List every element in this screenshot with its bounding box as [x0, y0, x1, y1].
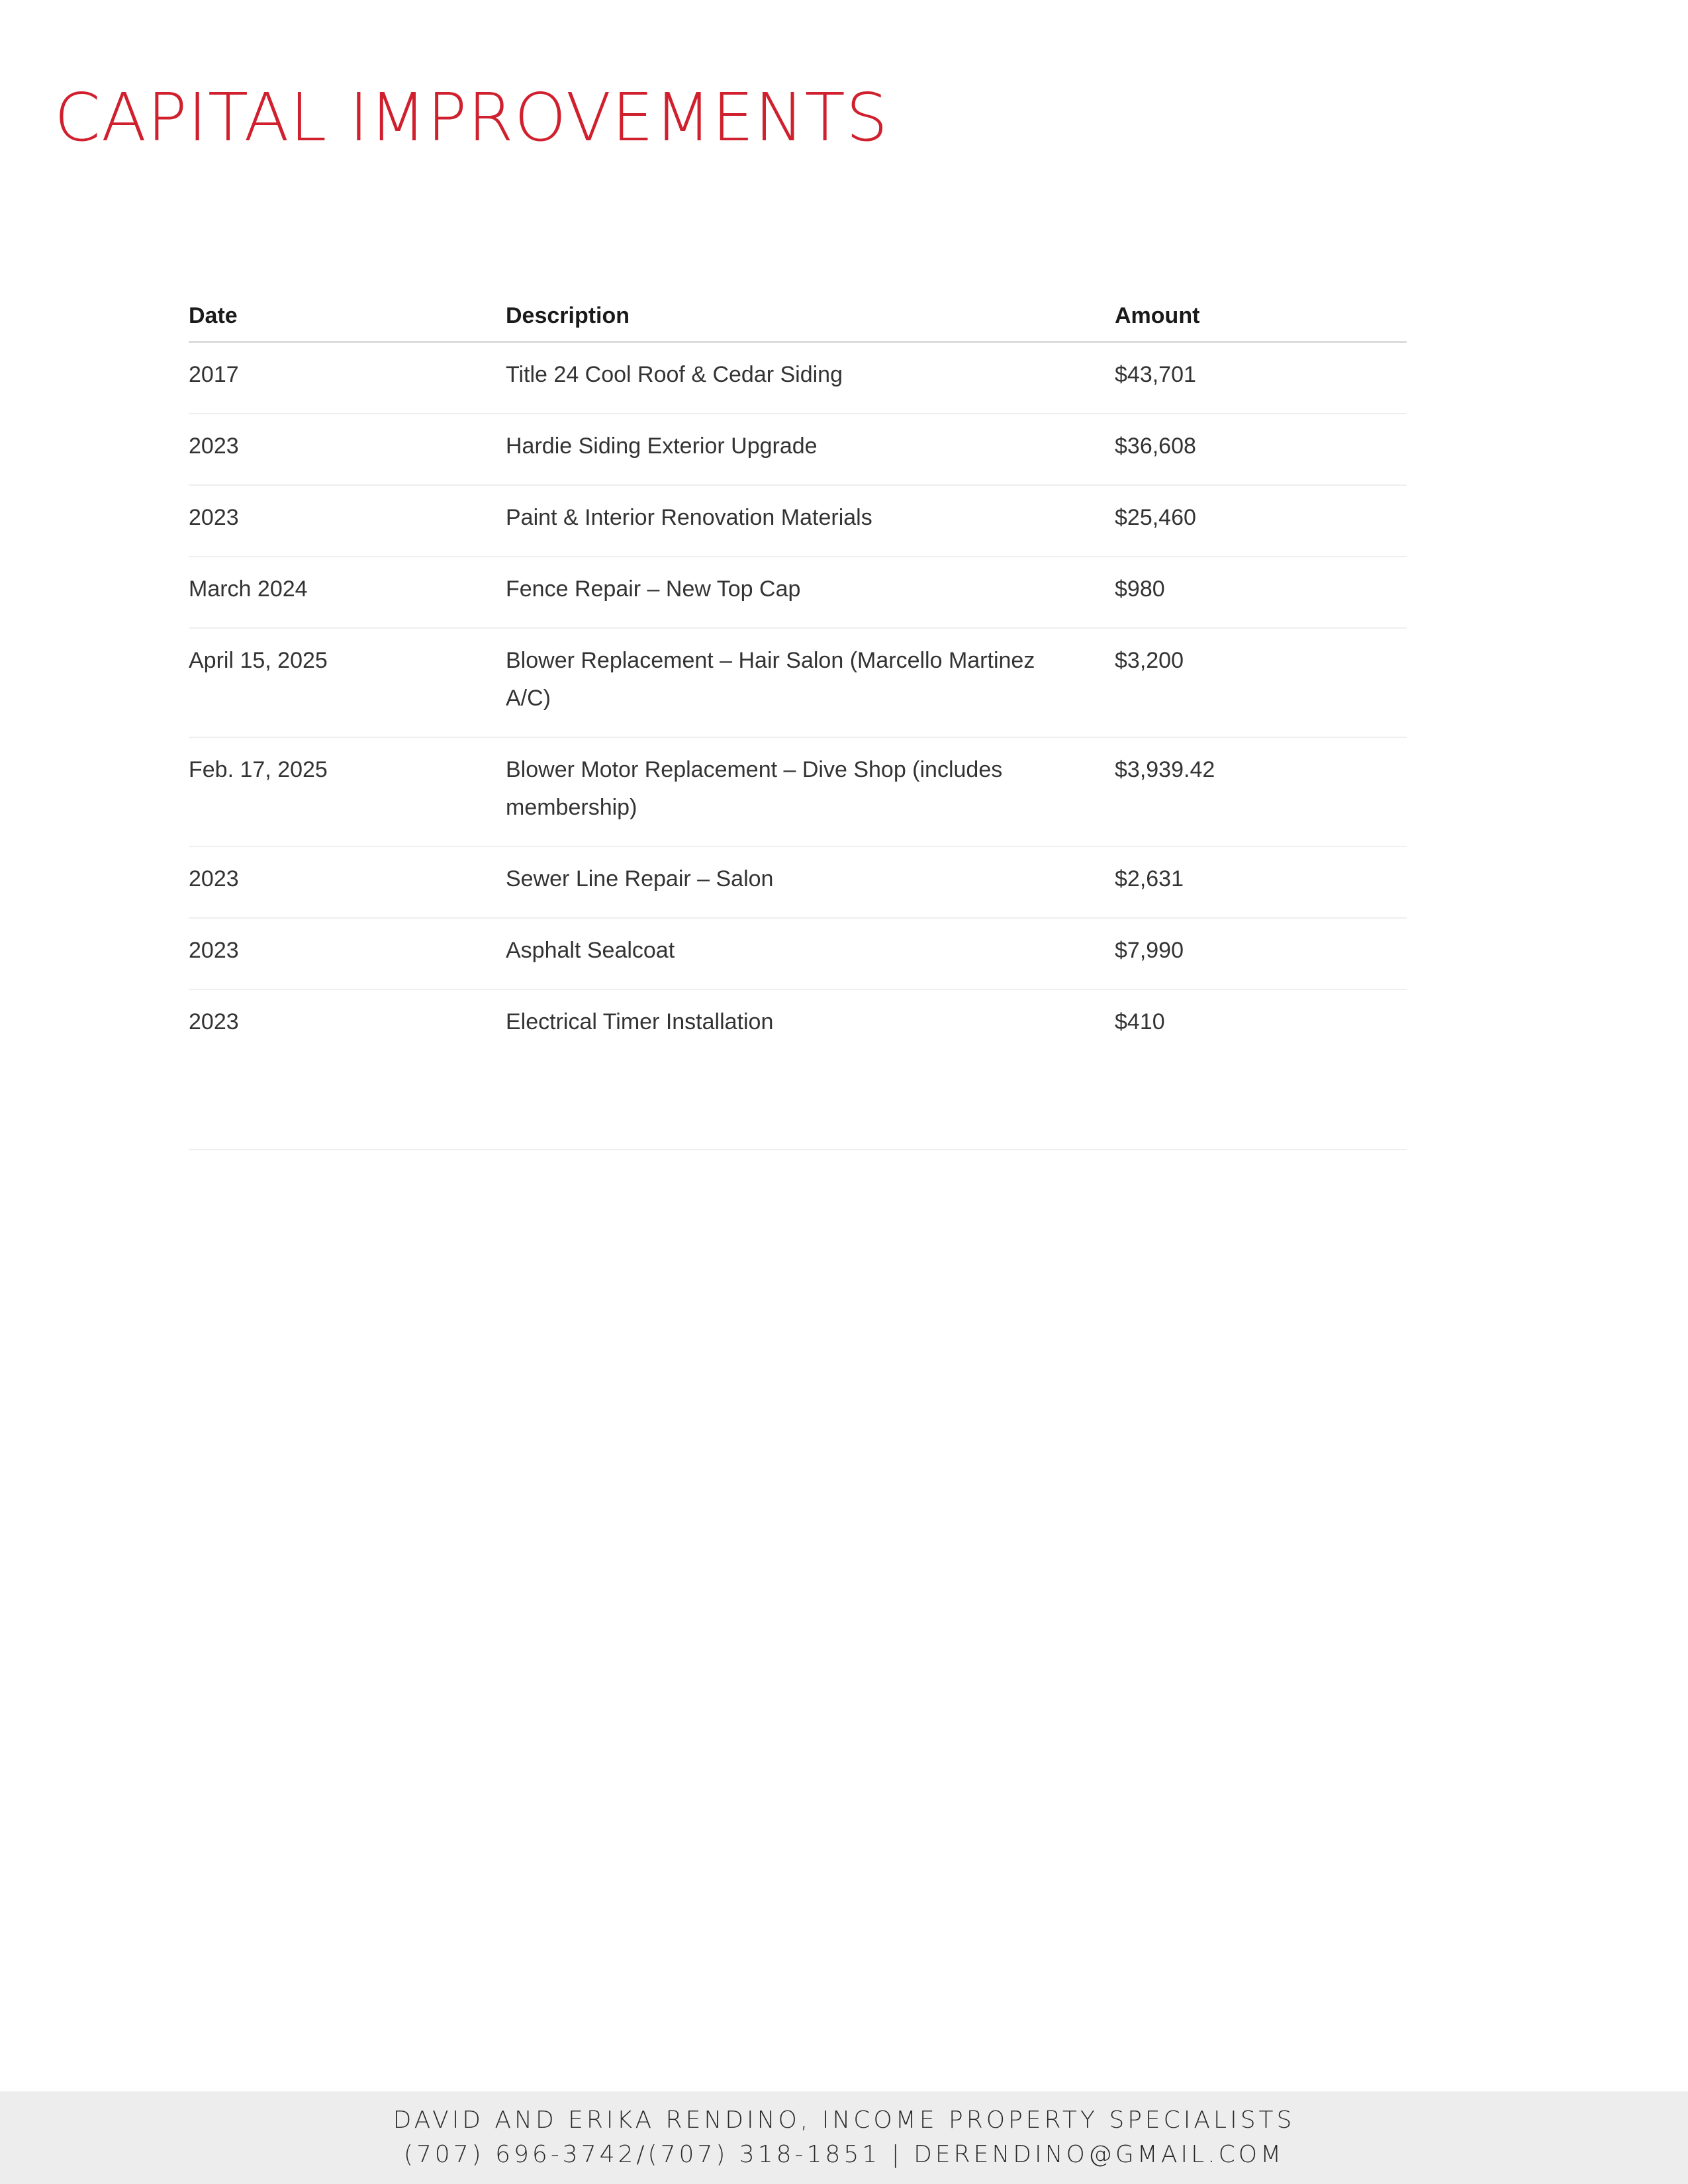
- description-cell: Fence Repair – New Top Cap: [506, 557, 1115, 628]
- date-cell: 2023: [189, 1009, 239, 1034]
- column-header-amount: Amount: [1115, 291, 1407, 342]
- capital-improvements-table: [189, 291, 1407, 1060]
- table-row: [189, 918, 1407, 989]
- table-header-row: [189, 291, 1407, 342]
- table-row: [189, 737, 1407, 846]
- page-title: CAPITAL IMPROVEMENTS: [54, 79, 889, 156]
- table-row: [189, 485, 1407, 557]
- amount-cell: $980: [1115, 557, 1407, 628]
- footer-contact-bar: [0, 2091, 1688, 2184]
- table-row: [189, 846, 1407, 918]
- footer-agents-line: DAVID AND ERIKA RENDINO, INCOME PROPERTY SPECIALISTS: [393, 2107, 1295, 2134]
- date-cell: Feb. 17, 2025: [189, 737, 506, 846]
- description-cell: Hardie Siding Exterior Upgrade: [506, 414, 1115, 485]
- description-cell: Asphalt Sealcoat: [506, 918, 1115, 989]
- amount-cell: $3,939.42: [1115, 737, 1407, 846]
- description-cell: Blower Motor Replacement – Dive Shop (includes membership): [506, 737, 1115, 846]
- amount-cell: $25,460: [1115, 485, 1407, 557]
- date-cell: March 2024: [189, 557, 506, 628]
- amount-cell: $36,608: [1115, 414, 1407, 485]
- column-header-date: Date: [189, 291, 506, 342]
- table-row: [189, 414, 1407, 485]
- footer-contact-line: (707) 696-3742/(707) 318-1851 | DERENDINO@GMAIL.COM: [403, 2141, 1285, 2168]
- description-cell: Blower Replacement – Hair Salon (Marcello Martinez A/C): [506, 628, 1115, 737]
- table-bottom-divider: [189, 1149, 1407, 1150]
- description-cell: Electrical Timer Installation: [506, 1009, 774, 1034]
- table-row: [189, 557, 1407, 628]
- date-cell: 2023: [189, 485, 506, 557]
- table-row: [189, 989, 1407, 1060]
- amount-cell: $2,631: [1115, 846, 1407, 918]
- amount-cell: $3,200: [1115, 628, 1407, 737]
- description-cell: Title 24 Cool Roof & Cedar Siding: [506, 342, 1115, 414]
- amount-cell: $7,990: [1115, 918, 1407, 989]
- date-cell: April 15, 2025: [189, 628, 506, 737]
- date-cell: 2023: [189, 414, 506, 485]
- column-header-description: Description: [506, 291, 1115, 342]
- date-cell: 2017: [189, 342, 506, 414]
- date-cell: 2023: [189, 918, 506, 989]
- amount-cell: $410: [1115, 1009, 1165, 1034]
- description-cell: Paint & Interior Renovation Materials: [506, 485, 1115, 557]
- amount-cell: $43,701: [1115, 342, 1407, 414]
- date-cell: 2023: [189, 846, 506, 918]
- table-row: [189, 342, 1407, 414]
- description-cell: Sewer Line Repair – Salon: [506, 846, 1115, 918]
- table-row: [189, 628, 1407, 737]
